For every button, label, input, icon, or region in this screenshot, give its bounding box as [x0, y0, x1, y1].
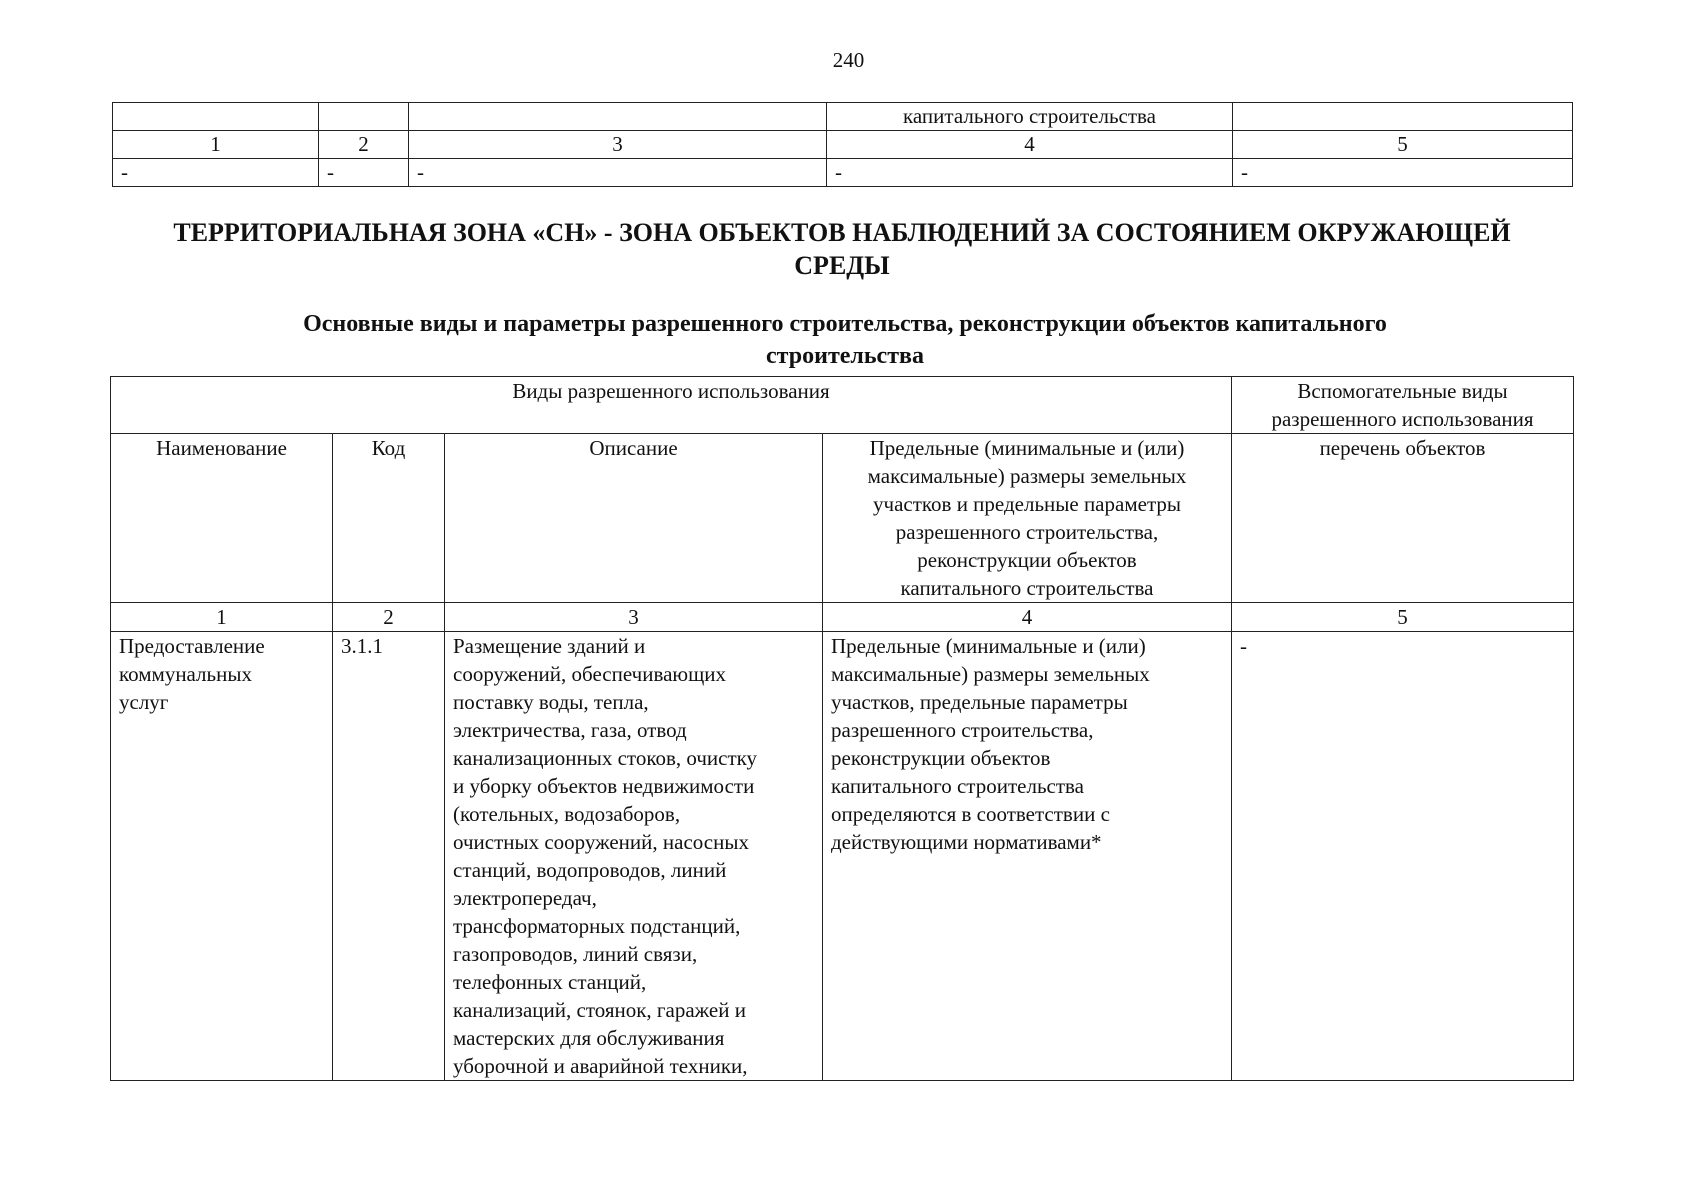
header-line: реконструкции объектов — [917, 548, 1137, 572]
table-cell — [409, 103, 827, 131]
text-line: уборочной и аварийной техники, — [453, 1054, 748, 1078]
land-use-table — [110, 376, 1574, 1081]
page-number: 240 — [832, 48, 865, 72]
header-aux-list: перечень объектов — [1232, 434, 1574, 603]
text-line: максимальные) размеры земельных — [831, 662, 1150, 686]
group-header: Виды разрешенного использования — [111, 377, 1232, 434]
text-line: трансформаторных подстанций, — [453, 914, 741, 938]
table-row — [111, 603, 1574, 632]
zone-title-line: СРЕДЫ — [794, 251, 890, 280]
aux-header-line: разрешенного использования — [1271, 407, 1534, 431]
table-cell — [319, 103, 409, 131]
header-code: Код — [333, 434, 445, 603]
header-name: Наименование — [111, 434, 333, 603]
aux-header-line: Вспомогательные виды — [1297, 379, 1508, 403]
continuation-table — [112, 102, 1573, 187]
zone-title — [112, 216, 1572, 282]
header-line: Предельные (минимальные и (или) — [869, 436, 1185, 460]
text-line: сооружений, обеспечивающих — [453, 662, 726, 686]
text-line: (котельных, водозаборов, — [453, 802, 681, 826]
column-number: 1 — [113, 131, 319, 159]
header-line: разрешенного строительства, — [895, 520, 1159, 544]
header-line: капитального строительства — [900, 576, 1154, 600]
zone-title-line: ТЕРРИТОРИАЛЬНАЯ ЗОНА «СН» - ЗОНА ОБЪЕКТОВ НАБЛЮДЕНИЙ ЗА СОСТОЯНИЕМ ОКРУЖАЮЩЕЙ — [173, 218, 1511, 247]
text-line: канализаций, стоянок, гаражей и — [453, 998, 746, 1022]
table-header-row — [111, 434, 1574, 603]
aux-header — [1232, 377, 1574, 434]
table-cell: - — [409, 159, 827, 187]
table-row — [113, 103, 1573, 131]
text-line: капитального строительства — [831, 774, 1084, 798]
header-line: максимальные) размеры земельных — [867, 464, 1187, 488]
cell-aux: - — [1232, 632, 1574, 1081]
column-number: 4 — [827, 131, 1233, 159]
text-line: участков, предельные параметры — [831, 690, 1128, 714]
table-cell: - — [319, 159, 409, 187]
table-cell — [1233, 103, 1573, 131]
column-number: 1 — [111, 603, 333, 632]
text-line: Размещение зданий и — [453, 634, 646, 658]
column-number: 3 — [445, 603, 823, 632]
header-line: участков и предельные параметры — [873, 492, 1181, 516]
table-cell: капитального строительства — [827, 103, 1233, 131]
table-cell: - — [113, 159, 319, 187]
table-header-row — [111, 377, 1574, 434]
text-line: коммунальных — [119, 662, 252, 686]
text-line: канализационных стоков, очистку — [453, 746, 758, 770]
text-line: очистных сооружений, насосных — [453, 830, 749, 854]
table-row — [111, 632, 1574, 1081]
cell-name — [111, 632, 333, 1081]
column-number: 5 — [1232, 603, 1574, 632]
text-line: электричества, газа, отвод — [453, 718, 687, 742]
cell-description — [445, 632, 823, 1081]
column-number: 2 — [333, 603, 445, 632]
table-cell — [113, 103, 319, 131]
text-line: разрешенного строительства, — [831, 718, 1094, 742]
text-line: Предоставление — [119, 634, 265, 658]
column-number: 3 — [409, 131, 827, 159]
text-line: станций, водопроводов, линий — [453, 858, 727, 882]
table-cell: - — [1233, 159, 1573, 187]
text-line: электропередач, — [453, 886, 597, 910]
text-line: поставку воды, тепла, — [453, 690, 649, 714]
section-title — [200, 308, 1490, 372]
table-row — [113, 131, 1573, 159]
text-line: реконструкции объектов — [831, 746, 1051, 770]
text-line: определяются в соответствии с — [831, 802, 1110, 826]
text-line: и уборку объектов недвижимости — [453, 774, 755, 798]
text-line: газопроводов, линий связи, — [453, 942, 698, 966]
header-limits — [823, 434, 1232, 603]
column-number: 5 — [1233, 131, 1573, 159]
text-line: телефонных станций, — [453, 970, 647, 994]
section-title-line: строительства — [766, 343, 924, 369]
section-title-line: Основные виды и параметры разрешенного строительства, реконструкции объектов капитального — [303, 311, 1387, 337]
table-cell: - — [827, 159, 1233, 187]
text-line: мастерских для обслуживания — [453, 1026, 725, 1050]
column-number: 2 — [319, 131, 409, 159]
text-line: Предельные (минимальные и (или) — [831, 634, 1146, 658]
header-description: Описание — [445, 434, 823, 603]
table-row — [113, 159, 1573, 187]
cell-code: 3.1.1 — [333, 632, 445, 1081]
text-line: услуг — [119, 690, 169, 714]
text-line: действующими нормативами* — [831, 830, 1102, 854]
column-number: 4 — [823, 603, 1232, 632]
cell-limits — [823, 632, 1232, 1081]
